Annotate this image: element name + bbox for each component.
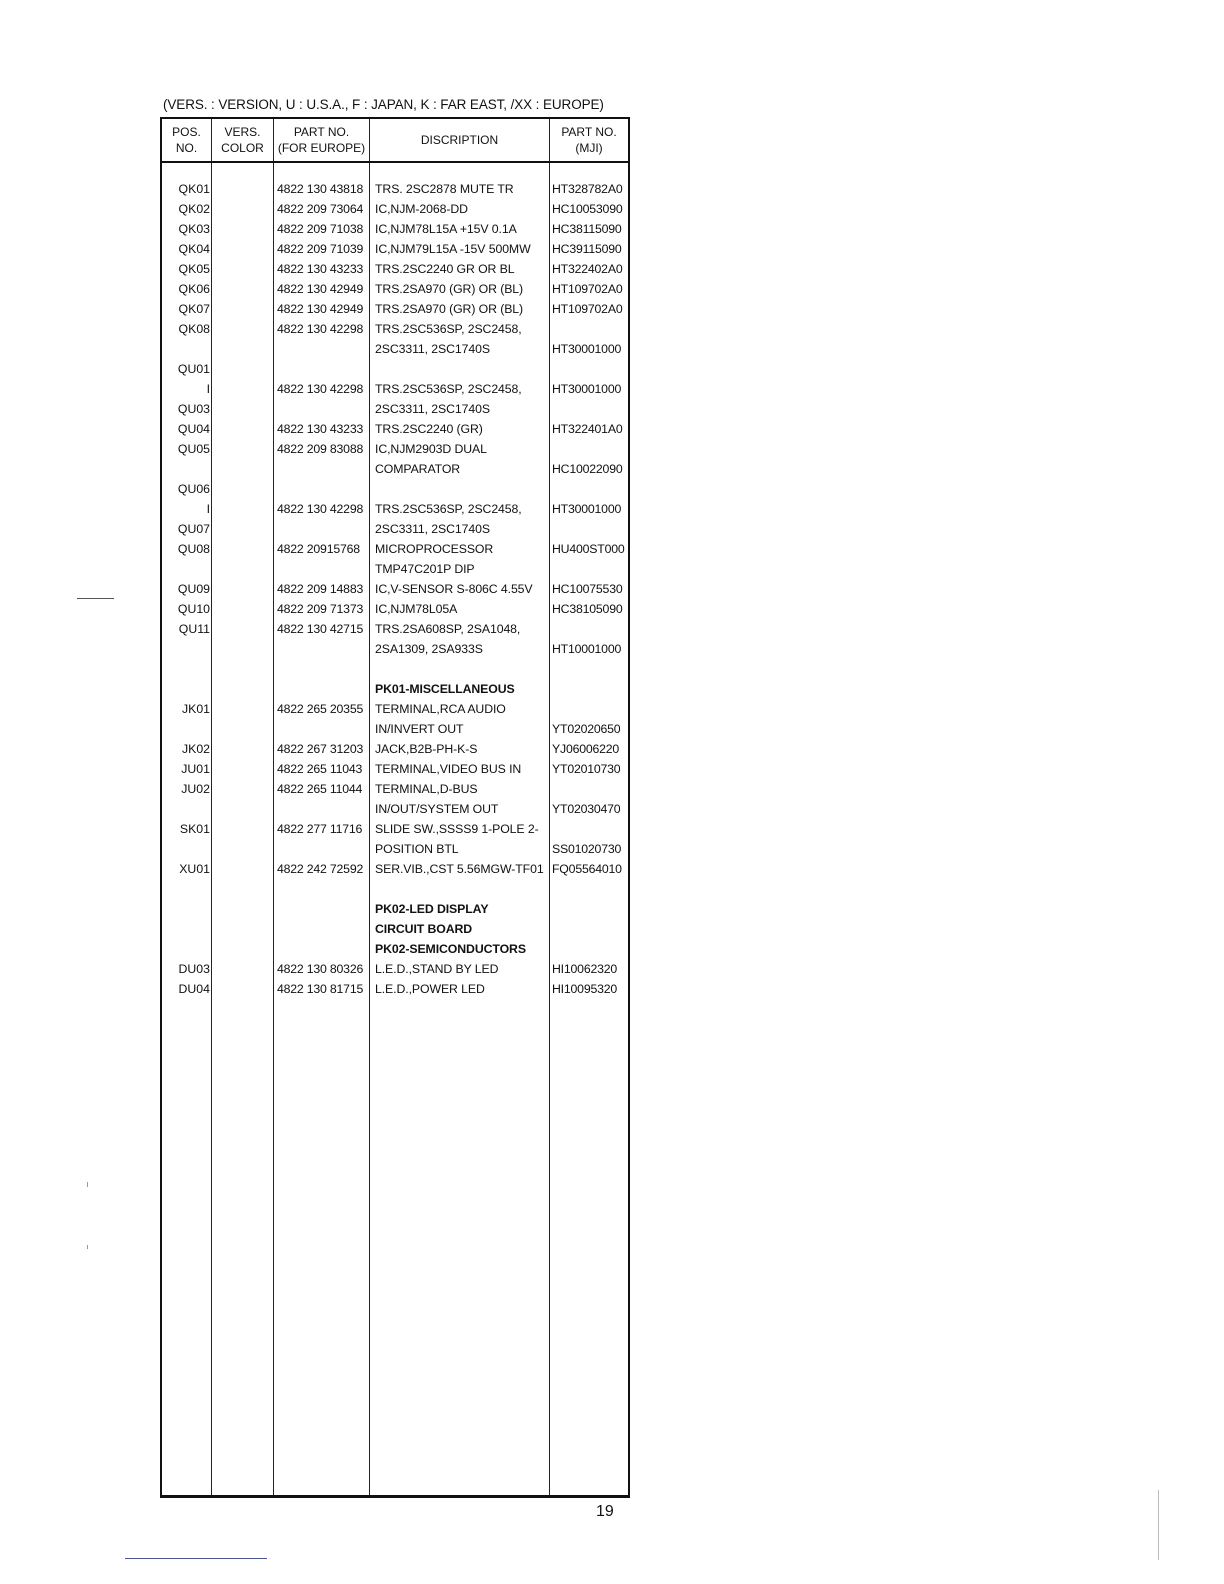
- header-vers-color: [212, 119, 273, 161]
- pos-no-cell: QK01: [178, 182, 210, 196]
- part-no-europe-cell: 4822 209 83088: [277, 442, 364, 456]
- part-no-europe-cell: 4822 130 43233: [277, 422, 364, 436]
- description-cell: IC,NJM78L05A: [375, 602, 458, 616]
- description-cell: L.E.D.,POWER LED: [375, 982, 485, 996]
- part-no-europe-cell: 4822 209 71038: [277, 222, 364, 236]
- header-text: (FOR EUROPE): [277, 141, 366, 155]
- description-cell: PK02-SEMICONDUCTORS: [375, 942, 526, 956]
- description-cell: TRS.2SA970 (GR) OR (BL): [375, 302, 524, 316]
- pos-no-cell: JU01: [181, 762, 210, 776]
- part-no-europe-cell: 4822 277 11716: [277, 822, 363, 836]
- table-row: [162, 859, 628, 879]
- header-part-no-mji: [550, 119, 628, 161]
- table-row: [162, 659, 628, 679]
- table-row: [162, 499, 628, 519]
- pos-no-cell: QU06: [177, 482, 210, 496]
- part-no-mji-cell: HT328782A0: [552, 182, 623, 196]
- description-cell: PK02-LED DISPLAY: [375, 902, 489, 916]
- table-row: [162, 959, 628, 979]
- pos-no-cell: DU04: [178, 982, 210, 996]
- header-text: DISCRIPTION: [420, 133, 499, 147]
- table-row: [162, 739, 628, 759]
- description-cell: JACK,B2B-PH-K-S: [375, 742, 478, 756]
- description-cell: 2SC3311, 2SC1740S: [375, 342, 490, 356]
- table-row: [162, 539, 628, 559]
- description-cell: SER.VIB.,CST 5.56MGW-TF01: [375, 862, 544, 876]
- table-row: [162, 599, 628, 619]
- table-row: [162, 299, 628, 319]
- description-cell: TRS.2SA970 (GR) OR (BL): [375, 282, 524, 296]
- table-row: [162, 639, 628, 659]
- pos-no-cell: QK03: [178, 222, 210, 236]
- part-no-mji-cell: HC10075530: [552, 582, 623, 596]
- pos-no-cell: XU01: [179, 862, 210, 876]
- part-no-europe-cell: 4822 130 42949: [277, 282, 364, 296]
- part-no-mji-cell: HC38105090: [552, 602, 623, 616]
- header-divider: [162, 161, 628, 163]
- part-no-europe-cell: 4822 242 72592: [277, 862, 364, 876]
- page-number: 19: [596, 1503, 614, 1520]
- table-row: [162, 779, 628, 799]
- part-no-mji-cell: HC10053090: [552, 202, 623, 216]
- pos-no-cell: QK07: [178, 302, 210, 316]
- part-no-mji-cell: HT322402A0: [552, 262, 623, 276]
- description-cell: IN/INVERT OUT: [375, 722, 464, 736]
- header-part-no-europe: [274, 119, 369, 161]
- description-cell: TRS.2SA608SP, 2SA1048,: [375, 622, 521, 636]
- pos-no-cell: QK06: [178, 282, 210, 296]
- header-text: NO.: [175, 141, 198, 155]
- table-row: [162, 579, 628, 599]
- section-heading-row: [162, 679, 628, 699]
- description-cell: L.E.D.,STAND BY LED: [375, 962, 499, 976]
- header-text: PART NO.: [561, 125, 617, 139]
- table-row: [162, 479, 628, 499]
- table-row: [162, 619, 628, 639]
- part-no-europe-cell: 4822 265 20355: [277, 702, 364, 716]
- pos-no-cell: QU11: [178, 622, 210, 636]
- table-row: [162, 559, 628, 579]
- description-cell: TMP47C201P DIP: [375, 562, 475, 576]
- description-cell: PK01-MISCELLANEOUS: [375, 682, 515, 696]
- part-no-mji-cell: YT02020650: [552, 722, 621, 736]
- table-row: [162, 819, 628, 839]
- description-cell: POSITION BTL: [375, 842, 459, 856]
- pos-no-cell: QU08: [177, 542, 210, 556]
- table-row: [162, 699, 628, 719]
- header-text: POS.: [172, 125, 201, 139]
- part-no-mji-cell: SS01020730: [552, 842, 622, 856]
- description-cell: TRS.2SC536SP, 2SC2458,: [375, 322, 522, 336]
- part-no-europe-cell: 4822 130 42298: [277, 382, 364, 396]
- part-no-europe-cell: 4822 209 14883: [277, 582, 364, 596]
- part-no-europe-cell: 4822 130 80326: [277, 962, 364, 976]
- part-no-europe-cell: 4822 209 71039: [277, 242, 364, 256]
- table-row: [162, 759, 628, 779]
- pos-no-cell: QU07: [177, 522, 210, 536]
- scan-speck: [87, 1245, 88, 1249]
- part-no-mji-cell: YT02010730: [552, 762, 621, 776]
- description-cell: TRS.2SC536SP, 2SC2458,: [375, 502, 522, 516]
- description-cell: 2SA1309, 2SA933S: [375, 642, 483, 656]
- pos-no-cell: JK01: [181, 702, 210, 716]
- table-row: [162, 339, 628, 359]
- part-no-mji-cell: YJ06006220: [552, 742, 620, 756]
- section-heading-row: [162, 899, 628, 919]
- header-text: PART NO.: [293, 125, 350, 139]
- part-no-europe-cell: 4822 209 71373: [277, 602, 364, 616]
- part-no-europe-cell: 4822 130 42715: [277, 622, 364, 636]
- part-no-mji-cell: HT30001000: [552, 382, 622, 396]
- part-no-mji-cell: HT109702A0: [552, 282, 623, 296]
- part-no-europe-cell: 4822 130 43818: [277, 182, 364, 196]
- part-no-mji-cell: HT10001000: [552, 642, 622, 656]
- description-cell: 2SC3311, 2SC1740S: [375, 402, 490, 416]
- pos-no-cell: QK05: [178, 262, 210, 276]
- description-cell: TERMINAL,RCA AUDIO: [375, 702, 506, 716]
- table-row: [162, 719, 628, 739]
- description-cell: TERMINAL,VIDEO BUS IN: [375, 762, 522, 776]
- parts-list-table: [160, 117, 630, 1498]
- table-row: [162, 379, 628, 399]
- part-no-mji-cell: HU400ST000: [552, 542, 625, 556]
- part-no-mji-cell: HT30001000: [552, 342, 622, 356]
- pos-no-cell: I: [206, 382, 210, 396]
- part-no-mji-cell: HC38115090: [552, 222, 622, 236]
- table-row: [162, 839, 628, 859]
- table-row: [162, 419, 628, 439]
- description-cell: 2SC3311, 2SC1740S: [375, 522, 490, 536]
- part-no-mji-cell: YT02030470: [552, 802, 621, 816]
- scan-speck: [87, 1182, 88, 1187]
- table-row: [162, 319, 628, 339]
- header-text: VERS.: [224, 125, 261, 139]
- pos-no-cell: DU03: [178, 962, 210, 976]
- pos-no-cell: QU01: [177, 362, 210, 376]
- table-row: [162, 259, 628, 279]
- part-no-europe-cell: 4822 265 11043: [277, 762, 363, 776]
- description-cell: IC,NJM79L15A -15V 500MW: [375, 242, 531, 256]
- description-cell: SLIDE SW.,SSSS9 1-POLE 2-: [375, 822, 539, 836]
- part-no-europe-cell: 4822 130 42298: [277, 502, 364, 516]
- table-row: [162, 879, 628, 899]
- part-no-europe-cell: 4822 209 73064: [277, 202, 364, 216]
- description-cell: TRS.2SC2240 (GR): [375, 422, 483, 436]
- header-description: [370, 119, 549, 161]
- margin-mark: [77, 598, 114, 599]
- table-row: [162, 199, 628, 219]
- pos-no-cell: QK02: [178, 202, 210, 216]
- description-cell: TERMINAL,D-BUS: [375, 782, 478, 796]
- table-row: [162, 399, 628, 419]
- section-heading-row: [162, 919, 628, 939]
- header-pos-no: [162, 119, 211, 161]
- section-heading-row: [162, 939, 628, 959]
- part-no-mji-cell: HT30001000: [552, 502, 622, 516]
- description-cell: TRS. 2SC2878 MUTE TR: [375, 182, 514, 196]
- description-cell: IN/OUT/SYSTEM OUT: [375, 802, 499, 816]
- table-row: [162, 239, 628, 259]
- table-row: [162, 439, 628, 459]
- part-no-mji-cell: HI10095320: [552, 982, 618, 996]
- pos-no-cell: JK02: [181, 742, 210, 756]
- table-row: [162, 459, 628, 479]
- description-cell: TRS.2SC536SP, 2SC2458,: [375, 382, 522, 396]
- pos-no-cell: QK08: [178, 322, 210, 336]
- description-cell: TRS.2SC2240 GR OR BL: [375, 262, 515, 276]
- part-no-europe-cell: 4822 130 81715: [277, 982, 364, 996]
- part-no-mji-cell: HI10062320: [552, 962, 618, 976]
- pos-no-cell: QU03: [177, 402, 210, 416]
- description-cell: IC,NJM-2068-DD: [375, 202, 468, 216]
- description-cell: IC,NJM78L15A +15V 0.1A: [375, 222, 517, 236]
- description-cell: CIRCUIT BOARD: [375, 922, 473, 936]
- part-no-europe-cell: 4822 130 43233: [277, 262, 364, 276]
- pos-no-cell: SK01: [179, 822, 210, 836]
- table-row: [162, 219, 628, 239]
- description-cell: MICROPROCESSOR: [375, 542, 494, 556]
- description-cell: IC,V-SENSOR S-806C 4.55V: [375, 582, 533, 596]
- part-no-europe-cell: 4822 20915768: [277, 542, 360, 556]
- table-row: [162, 979, 628, 999]
- version-legend: (VERS. : VERSION, U : U.S.A., F : JAPAN, K : FAR EAST, /XX : EUROPE): [163, 97, 604, 112]
- part-no-europe-cell: 4822 267 31203: [277, 742, 364, 756]
- part-no-europe-cell: 4822 265 11044: [277, 782, 363, 796]
- table-row: [162, 359, 628, 379]
- pos-no-cell: QU10: [177, 602, 210, 616]
- header-text: (MJI): [575, 141, 603, 155]
- pos-no-cell: QU09: [177, 582, 210, 596]
- pos-no-cell: QU04: [177, 422, 210, 436]
- pos-no-cell: I: [206, 502, 210, 516]
- part-no-europe-cell: 4822 130 42949: [277, 302, 364, 316]
- table-row: [162, 179, 628, 199]
- footer-rule: [125, 1558, 267, 1559]
- part-no-mji-cell: HT322401A0: [552, 422, 623, 436]
- part-no-mji-cell: HT109702A0: [552, 302, 623, 316]
- header-text: COLOR: [221, 141, 264, 155]
- description-cell: COMPARATOR: [375, 462, 461, 476]
- table-row: [162, 799, 628, 819]
- description-cell: IC,NJM2903D DUAL: [375, 442, 487, 456]
- pos-no-cell: JU02: [181, 782, 210, 796]
- table-row: [162, 519, 628, 539]
- pos-no-cell: QK04: [178, 242, 210, 256]
- part-no-mji-cell: HC10022090: [552, 462, 623, 476]
- part-no-mji-cell: FQ05564010: [552, 862, 622, 876]
- table-row: [162, 279, 628, 299]
- part-no-mji-cell: HC39115090: [552, 242, 622, 256]
- part-no-europe-cell: 4822 130 42298: [277, 322, 364, 336]
- pos-no-cell: QU05: [177, 442, 210, 456]
- scan-speck: [1158, 1490, 1159, 1560]
